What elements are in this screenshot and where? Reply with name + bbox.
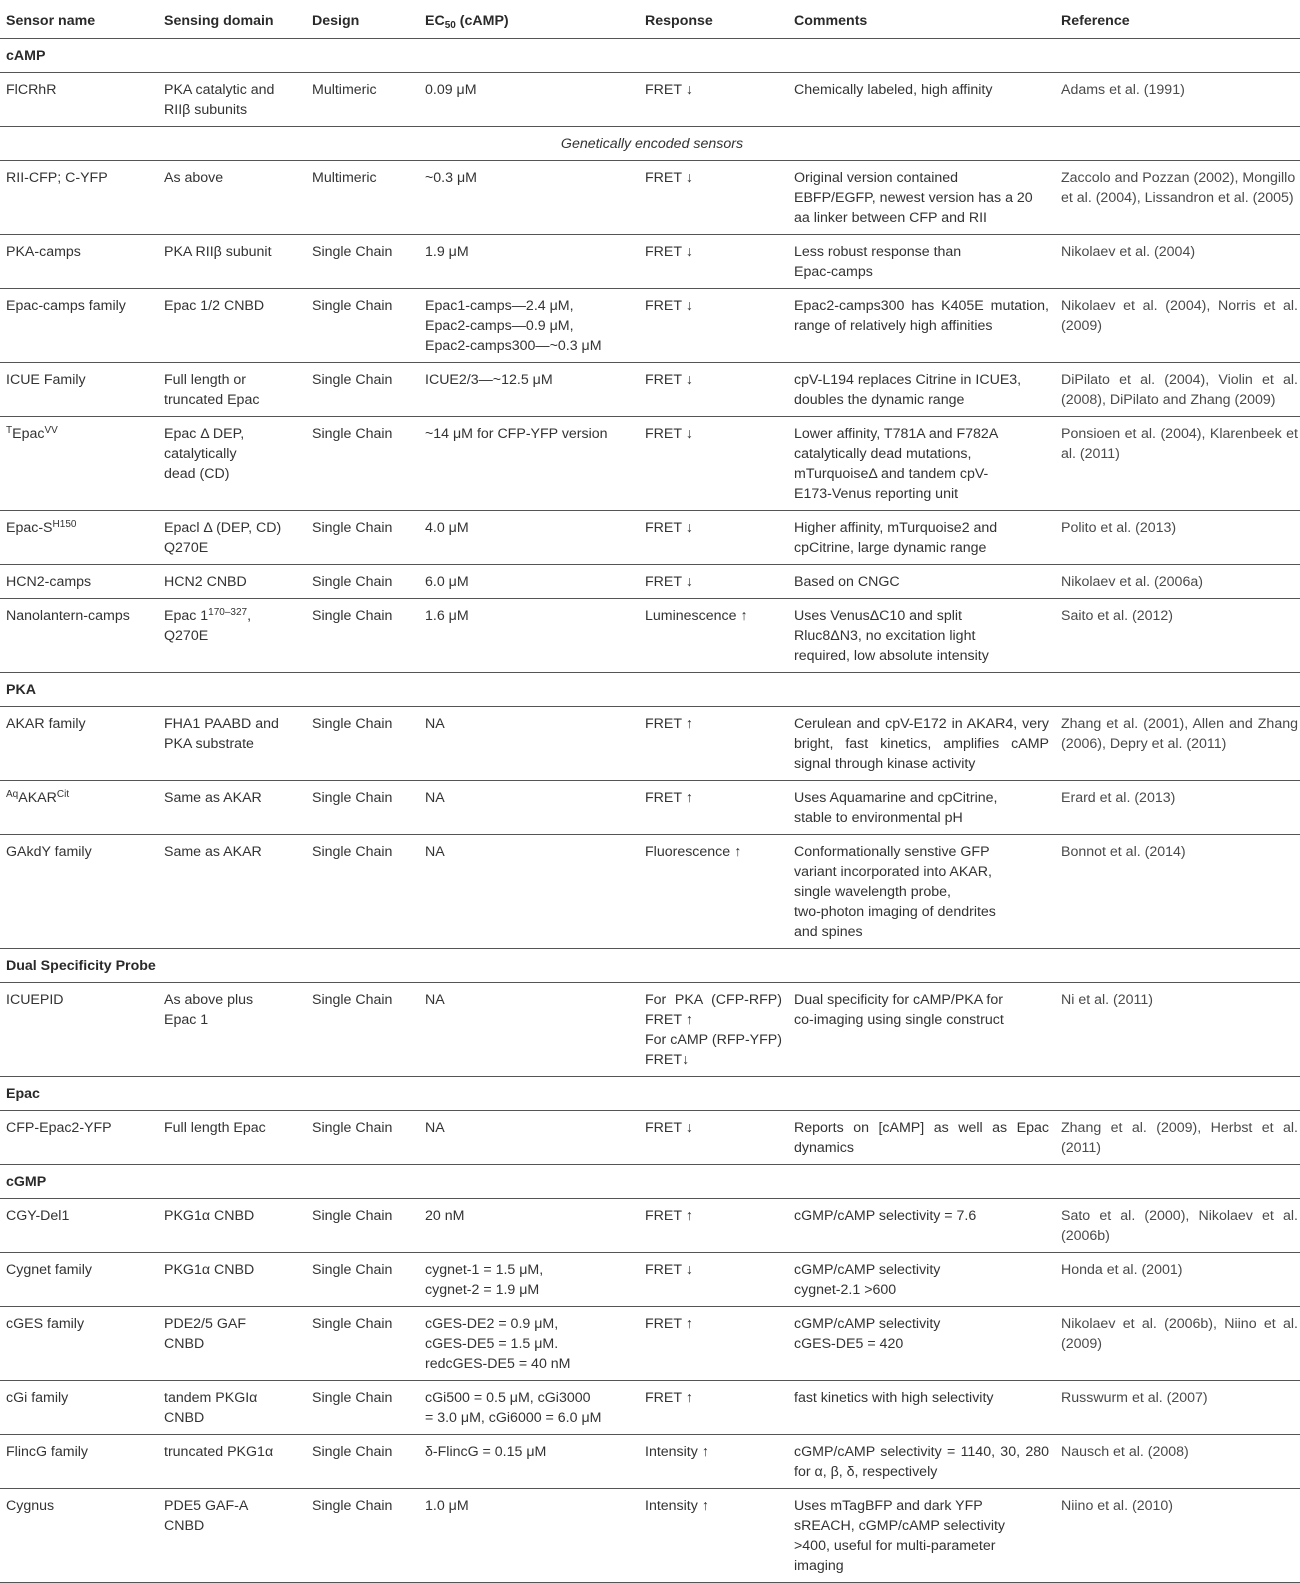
ec50-cell: 0.09 μM [419, 73, 639, 127]
sensor-name-cell: cGi family [0, 1381, 158, 1435]
comments-cell: Conformationally senstive GFP variant incorporated into AKAR, single wavelength probe, two-photon imaging of dendrites and spines [788, 835, 1055, 949]
comments-cell: Uses VenusΔC10 and split Rluc8ΔN3, no excitation light required, low absolute intensity [788, 599, 1055, 673]
sensor-name-cell: ICUEPID [0, 983, 158, 1077]
comments-cell: cGMP/cAMP selectivity = 7.6 [788, 1199, 1055, 1253]
sensing-domain-cell: HCN2 CNBD [158, 565, 306, 599]
design-cell: Multimeric [306, 161, 419, 235]
sensing-domain-cell [158, 599, 306, 673]
ec50-cell: ~14 μM for CFP-YFP version [419, 417, 639, 511]
reference-cell: Nikolaev et al. (2004), Norris et al. (2009) [1055, 289, 1300, 363]
table-row [0, 1489, 1300, 1583]
section-row-dual [0, 949, 1300, 983]
ec50-cell: 1.9 μM [419, 235, 639, 289]
sensor-name-cell: AKAR family [0, 707, 158, 781]
response-cell: FRET ↑ [639, 707, 788, 781]
sensing-domain-cell: PKG1α CNBD [158, 1253, 306, 1307]
reference-cell: Adams et al. (1991) [1055, 73, 1300, 127]
subsection-row-genetic [0, 127, 1300, 161]
ec50-cell: 20 nM [419, 1199, 639, 1253]
sensor-name-cell: GAkdY family [0, 835, 158, 949]
section-title-camp: cAMP [0, 39, 1300, 73]
sensing-domain-rest: , Q270E [164, 608, 252, 644]
response-cell: FRET ↓ [639, 511, 788, 565]
ec50-cell: cygnet-1 = 1.5 μM, cygnet-2 = 1.9 μM [419, 1253, 639, 1307]
reference-cell: Polito et al. (2013) [1055, 511, 1300, 565]
response-cell: FRET ↓ [639, 565, 788, 599]
header-sensing-domain: Sensing domain [158, 0, 306, 39]
header-row [0, 0, 1300, 39]
table-row [0, 235, 1300, 289]
design-cell: Single Chain [306, 511, 419, 565]
sensor-name-cell: Cygnus [0, 1489, 158, 1583]
table-row [0, 565, 1300, 599]
sensing-domain-cell: As above [158, 161, 306, 235]
response-cell: FRET ↓ [639, 417, 788, 511]
reference-cell: Ni et al. (2011) [1055, 983, 1300, 1077]
sensor-name-cell: FlCRhR [0, 73, 158, 127]
sensing-domain-cell: PKA RIIβ subunit [158, 235, 306, 289]
reference-cell: Nikolaev et al. (2006b), Niino et al. (2009) [1055, 1307, 1300, 1381]
header-ec50-rest: (cAMP) [455, 13, 509, 29]
ec50-cell: 1.0 μM [419, 1489, 639, 1583]
sensing-domain-cell: Full length or truncated Epac [158, 363, 306, 417]
comments-cell: cpV-L194 replaces Citrine in ICUE3, doubles the dynamic range [788, 363, 1055, 417]
sensor-name-prefix: Aq [6, 789, 19, 800]
reference-cell: Erard et al. (2013) [1055, 781, 1300, 835]
response-cell: FRET ↑ [639, 1199, 788, 1253]
table-row [0, 707, 1300, 781]
design-cell: Single Chain [306, 1111, 419, 1165]
sensing-domain-cell: Epac 1/2 CNBD [158, 289, 306, 363]
section-title-epac: Epac [0, 1077, 1300, 1111]
response-cell: Intensity ↑ [639, 1435, 788, 1489]
ec50-cell: Epac1-camps—2.4 μM, Epac2-camps—0.9 μM, Epac2-camps300—~0.3 μM [419, 289, 639, 363]
ec50-cell: ICUE2/3—~12.5 μM [419, 363, 639, 417]
response-cell: Luminescence ↑ [639, 599, 788, 673]
table-row [0, 835, 1300, 949]
ec50-cell: NA [419, 983, 639, 1077]
header-ec50-main: EC [425, 13, 445, 29]
reference-cell: Niino et al. (2010) [1055, 1489, 1300, 1583]
comments-cell: Uses mTagBFP and dark YFP sREACH, cGMP/cAMP selectivity >400, useful for multi-parameter imaging [788, 1489, 1055, 1583]
reference-cell: Zhang et al. (2009), Herbst et al. (2011) [1055, 1111, 1300, 1165]
response-cell: For PKA (CFP-RFP) FRET ↑ For cAMP (RFP-YFP) FRET↓ [639, 983, 788, 1077]
sensing-domain-cell: tandem PKGIα CNBD [158, 1381, 306, 1435]
design-cell: Single Chain [306, 835, 419, 949]
sensor-name-main: Epac-S [6, 520, 53, 536]
design-cell: Single Chain [306, 599, 419, 673]
reference-cell: Nikolaev et al. (2004) [1055, 235, 1300, 289]
header-ec50 [419, 0, 639, 39]
sensor-name-cell [0, 511, 158, 565]
header-sensor-name: Sensor name [0, 0, 158, 39]
comments-cell: cGMP/cAMP selectivity = 1140, 30, 280 for α, β, δ, respectively [788, 1435, 1055, 1489]
sensor-name-cell: Epac-camps family [0, 289, 158, 363]
reference-cell: Nikolaev et al. (2006a) [1055, 565, 1300, 599]
reference-cell: Russwurm et al. (2007) [1055, 1381, 1300, 1435]
table-row [0, 289, 1300, 363]
response-cell: FRET ↑ [639, 1381, 788, 1435]
comments-cell: Less robust response than Epac-camps [788, 235, 1055, 289]
sensing-domain-cell: truncated PKG1α [158, 1435, 306, 1489]
comments-cell: fast kinetics with high selectivity [788, 1381, 1055, 1435]
response-cell: FRET ↓ [639, 235, 788, 289]
sensing-domain-cell: PKA catalytic and RIIβ subunits [158, 73, 306, 127]
sensor-name-cell: CGY-Del1 [0, 1199, 158, 1253]
sensor-name-cell [0, 781, 158, 835]
comments-cell: Lower affinity, T781A and F782A catalytically dead mutations, mTurquoiseΔ and tandem cpV- E173-Venus reporting unit [788, 417, 1055, 511]
design-cell: Single Chain [306, 565, 419, 599]
sensor-name-cell: cGES family [0, 1307, 158, 1381]
design-cell: Single Chain [306, 363, 419, 417]
sensor-name-main: AKAR [18, 790, 57, 806]
sensor-name-main: Epac [12, 426, 45, 442]
reference-cell: Bonnot et al. (2014) [1055, 835, 1300, 949]
sensor-name-sup: Cit [56, 789, 70, 800]
section-row-pka [0, 673, 1300, 707]
sensor-name-sup: VV [44, 425, 58, 436]
reference-cell: Saito et al. (2012) [1055, 599, 1300, 673]
design-cell: Single Chain [306, 1489, 419, 1583]
header-reference: Reference [1055, 0, 1300, 39]
reference-cell: Ponsioen et al. (2004), Klarenbeek et al. (2011) [1055, 417, 1300, 511]
response-cell: FRET ↓ [639, 161, 788, 235]
sensor-name-prefix: T [6, 425, 13, 436]
sensor-name-cell: PKA-camps [0, 235, 158, 289]
comments-cell: Dual specificity for cAMP/PKA for co-imaging using single construct [788, 983, 1055, 1077]
table-row [0, 363, 1300, 417]
sensing-domain-cell: Full length Epac [158, 1111, 306, 1165]
sensing-domain-main: Epac 1 [164, 608, 209, 624]
table-row [0, 417, 1300, 511]
table-row [0, 1111, 1300, 1165]
comments-cell: cGMP/cAMP selectivity cGES-DE5 = 420 [788, 1307, 1055, 1381]
section-row-cgmp [0, 1165, 1300, 1199]
comments-cell: Chemically labeled, high affinity [788, 73, 1055, 127]
table-row [0, 161, 1300, 235]
ec50-cell: cGi500 = 0.5 μM, cGi3000 = 3.0 μM, cGi6000 = 6.0 μM [419, 1381, 639, 1435]
comments-cell: Higher affinity, mTurquoise2 and cpCitrine, large dynamic range [788, 511, 1055, 565]
table-row [0, 1381, 1300, 1435]
reference-cell: Zaccolo and Pozzan (2002), Mongillo et al. (2004), Lissandron et al. (2005) [1055, 161, 1300, 235]
sensing-domain-sup: 170–327 [208, 607, 248, 618]
sensing-domain-cell: PDE5 GAF-A CNBD [158, 1489, 306, 1583]
header-ec50-sub: 50 [444, 20, 456, 31]
ec50-cell: NA [419, 707, 639, 781]
reference-cell: Nausch et al. (2008) [1055, 1435, 1300, 1489]
design-cell: Single Chain [306, 781, 419, 835]
design-cell: Single Chain [306, 417, 419, 511]
design-cell: Single Chain [306, 1307, 419, 1381]
reference-cell: Sato et al. (2000), Nikolaev et al. (2006b) [1055, 1199, 1300, 1253]
comments-cell: Cerulean and cpV-E172 in AKAR4, very bright, fast kinetics, amplifies cAMP signal through kinase activity [788, 707, 1055, 781]
response-cell: FRET ↑ [639, 1307, 788, 1381]
sensing-domain-cell: Epacl Δ (DEP, CD) Q270E [158, 511, 306, 565]
ec50-cell: NA [419, 1111, 639, 1165]
section-title-dual: Dual Specificity Probe [0, 949, 1300, 983]
table-row [0, 1199, 1300, 1253]
sensing-domain-cell: PKG1α CNBD [158, 1199, 306, 1253]
sensing-domain-cell: Same as AKAR [158, 835, 306, 949]
table-row [0, 511, 1300, 565]
section-title-cgmp: cGMP [0, 1165, 1300, 1199]
design-cell: Single Chain [306, 707, 419, 781]
sensor-name-cell: Cygnet family [0, 1253, 158, 1307]
sensor-name-cell: Nanolantern-camps [0, 599, 158, 673]
section-row-epac [0, 1077, 1300, 1111]
response-cell: FRET ↓ [639, 73, 788, 127]
ec50-cell: 1.6 μM [419, 599, 639, 673]
sensing-domain-cell: FHA1 PAABD and PKA substrate [158, 707, 306, 781]
ec50-cell: NA [419, 781, 639, 835]
response-cell: FRET ↓ [639, 289, 788, 363]
sensor-name-cell: HCN2-camps [0, 565, 158, 599]
ec50-cell: cGES-DE2 = 0.9 μM, cGES-DE5 = 1.5 μM. redcGES-DE5 = 40 nM [419, 1307, 639, 1381]
table-row [0, 73, 1300, 127]
reference-cell: Zhang et al. (2001), Allen and Zhang (2006), Depry et al. (2011) [1055, 707, 1300, 781]
design-cell: Single Chain [306, 1435, 419, 1489]
table-row [0, 983, 1300, 1077]
comments-cell: Based on CNGC [788, 565, 1055, 599]
section-row-camp [0, 39, 1300, 73]
sensing-domain-cell: Epac Δ DEP, catalytically dead (CD) [158, 417, 306, 511]
design-cell: Single Chain [306, 1199, 419, 1253]
design-cell: Single Chain [306, 983, 419, 1077]
response-cell: FRET ↓ [639, 363, 788, 417]
design-cell: Multimeric [306, 73, 419, 127]
sensor-name-cell [0, 417, 158, 511]
ec50-cell: NA [419, 835, 639, 949]
sensor-name-cell: ICUE Family [0, 363, 158, 417]
comments-cell: Epac2-camps300 has K405E mutation, range of relatively high affinities [788, 289, 1055, 363]
design-cell: Single Chain [306, 235, 419, 289]
sensing-domain-cell: As above plus Epac 1 [158, 983, 306, 1077]
response-cell: FRET ↓ [639, 1253, 788, 1307]
sensor-name-cell: FlincG family [0, 1435, 158, 1489]
design-cell: Single Chain [306, 1381, 419, 1435]
comments-cell: Original version contained EBFP/EGFP, newest version has a 20 aa linker between CFP and RII [788, 161, 1055, 235]
section-title-pka: PKA [0, 673, 1300, 707]
response-cell: FRET ↓ [639, 1111, 788, 1165]
sensing-domain-cell: PDE2/5 GAF CNBD [158, 1307, 306, 1381]
sensing-domain-cell: Same as AKAR [158, 781, 306, 835]
header-comments: Comments [788, 0, 1055, 39]
comments-cell: Reports on [cAMP] as well as Epac dynamics [788, 1111, 1055, 1165]
design-cell: Single Chain [306, 1253, 419, 1307]
table-row [0, 1253, 1300, 1307]
comments-cell: Uses Aquamarine and cpCitrine, stable to environmental pH [788, 781, 1055, 835]
ec50-cell: 4.0 μM [419, 511, 639, 565]
comments-cell: cGMP/cAMP selectivity cygnet-2.1 >600 [788, 1253, 1055, 1307]
design-cell: Single Chain [306, 289, 419, 363]
table-row [0, 1307, 1300, 1381]
sensor-name-cell: RII-CFP; C-YFP [0, 161, 158, 235]
header-design: Design [306, 0, 419, 39]
subsection-title-genetic: Genetically encoded sensors [0, 127, 1300, 161]
ec50-cell: 6.0 μM [419, 565, 639, 599]
response-cell: Fluorescence ↑ [639, 835, 788, 949]
ec50-cell: ~0.3 μM [419, 161, 639, 235]
reference-cell: Honda et al. (2001) [1055, 1253, 1300, 1307]
sensor-name-cell: CFP-Epac2-YFP [0, 1111, 158, 1165]
table-row [0, 599, 1300, 673]
table-row [0, 1435, 1300, 1489]
response-cell: Intensity ↑ [639, 1489, 788, 1583]
reference-cell: DiPilato et al. (2004), Violin et al. (2008), DiPilato and Zhang (2009) [1055, 363, 1300, 417]
response-cell: FRET ↑ [639, 781, 788, 835]
header-response: Response [639, 0, 788, 39]
ec50-cell: δ-FlincG = 0.15 μM [419, 1435, 639, 1489]
sensor-name-sup: H150 [52, 519, 77, 530]
table-row [0, 781, 1300, 835]
